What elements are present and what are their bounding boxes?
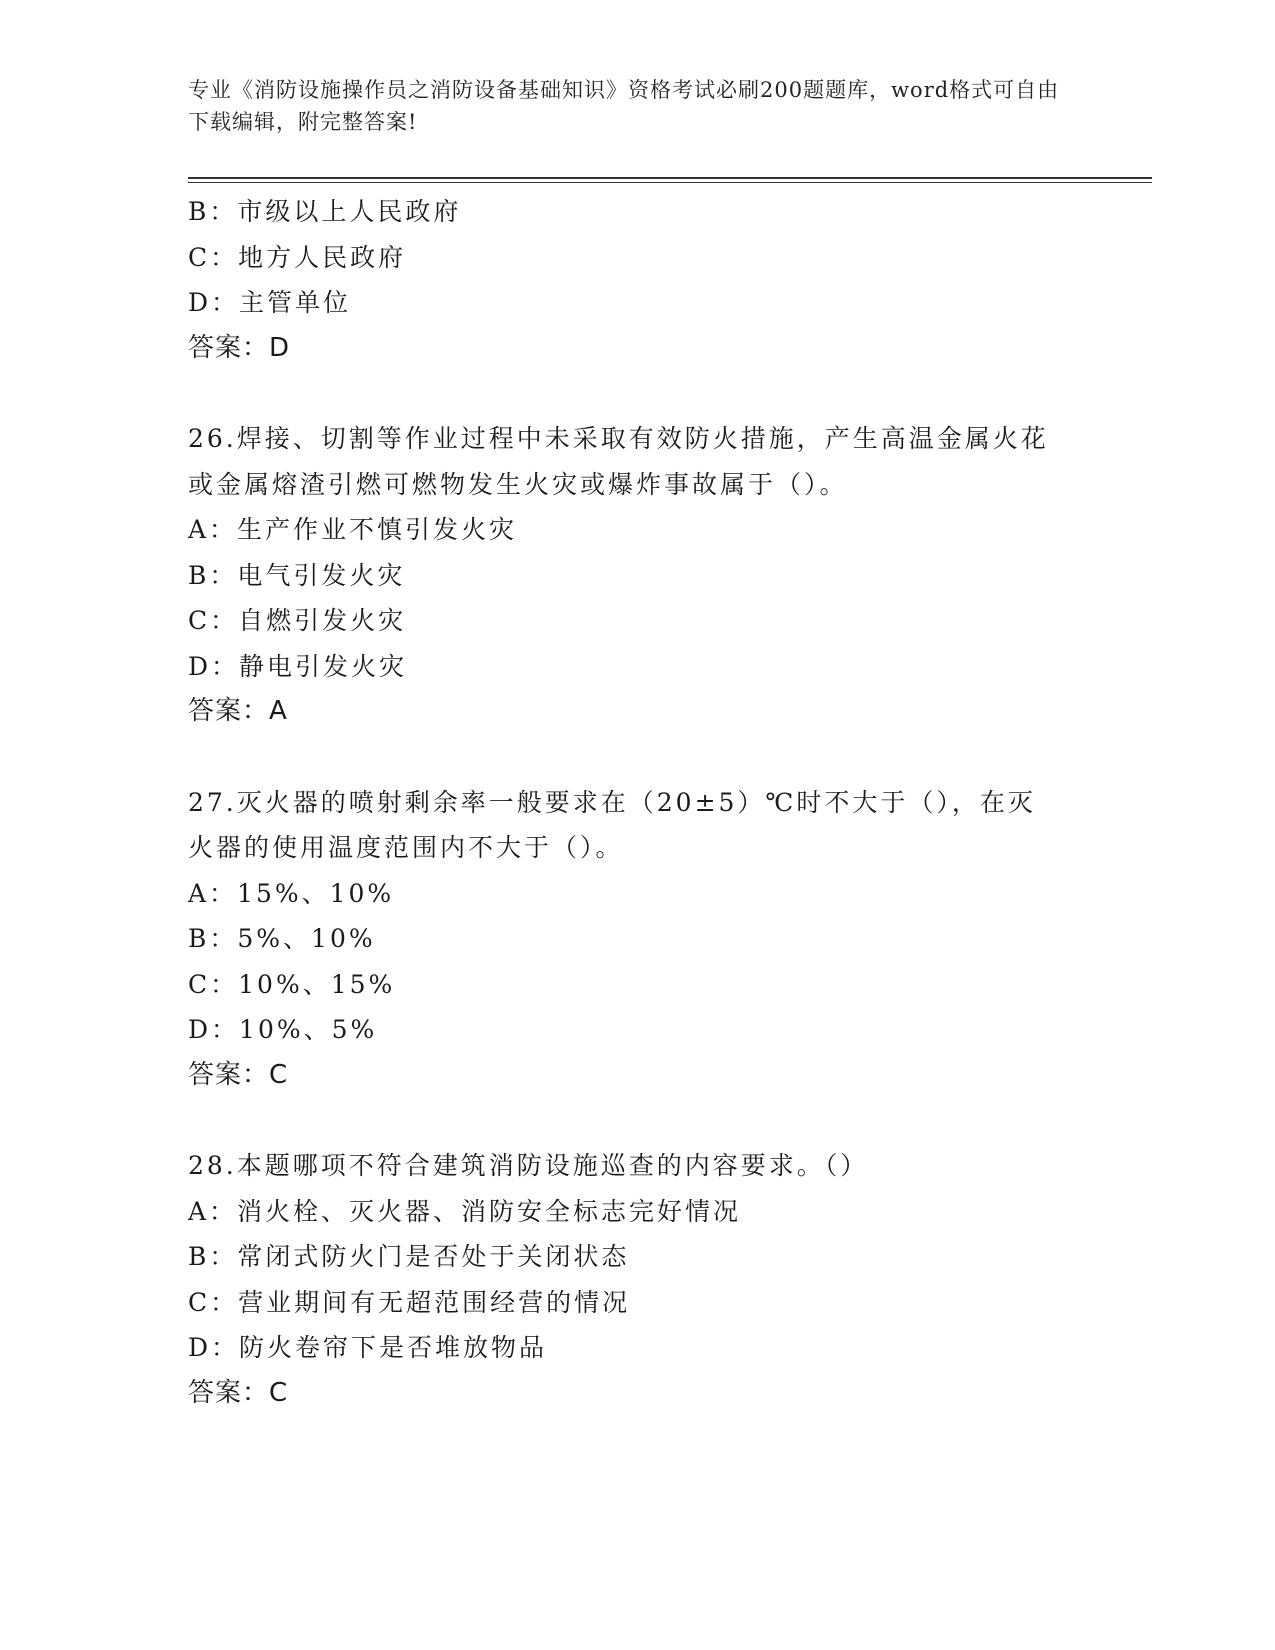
prev-question-continuation bbox=[188, 189, 1088, 371]
document-body bbox=[188, 189, 1088, 1416]
answer-line: 答案：C bbox=[188, 1377, 289, 1408]
option-d: D：防火卷帘下是否堆放物品 bbox=[188, 1333, 548, 1362]
document-header: 专业《消防设施操作员之消防设备基础知识》资格考试必刷200题题库，word格式可自由下载编辑，附完整答案! bbox=[188, 78, 1060, 134]
option-c: C：自燃引发火灾 bbox=[188, 606, 407, 635]
answer-line: 答案：D bbox=[188, 332, 291, 363]
answer-line: 答案：A bbox=[188, 696, 288, 726]
option-b: B：市级以上人民政府 bbox=[188, 197, 462, 226]
question-27 bbox=[188, 780, 1088, 1099]
option-c: C：10%、15% bbox=[188, 969, 396, 999]
option-d: D：10%、5% bbox=[188, 1015, 378, 1044]
question-stem-line-1: 28.本题哪项不符合建筑消防设施巡查的内容要求。（） bbox=[188, 1151, 869, 1180]
option-b: B：电气引发火灾 bbox=[188, 560, 406, 590]
header-divider-thick bbox=[188, 177, 1152, 179]
option-c: C：地方人民政府 bbox=[188, 242, 407, 272]
question-stem-line-1: 27.灭火器的喷射剩余率一般要求在（20±5）℃时不大于（），在灭 bbox=[188, 787, 1036, 817]
question-stem-line-1: 26.焊接、切割等作业过程中未采取有效防火措施，产生高温金属火花 bbox=[188, 424, 1049, 453]
question-stem-line-2: 或金属熔渣引燃可燃物发生火灾或爆炸事故属于（）。 bbox=[188, 469, 848, 499]
option-a: A：生产作业不慎引发火灾 bbox=[188, 515, 518, 544]
question-stem-line-2: 火器的使用温度范围内不大于（）。 bbox=[188, 833, 624, 862]
answer-line: 答案：C bbox=[188, 1059, 289, 1090]
header-divider-thin bbox=[188, 182, 1152, 183]
option-c: C：营业期间有无超范围经营的情况 bbox=[188, 1287, 631, 1317]
option-a: A：15%、10% bbox=[188, 878, 395, 908]
option-b: B：5%、10% bbox=[188, 924, 376, 953]
option-d: D：主管单位 bbox=[188, 288, 352, 317]
option-a: A：消火栓、灭火器、消防安全标志完好情况 bbox=[188, 1196, 742, 1226]
question-26 bbox=[188, 416, 1088, 735]
question-28 bbox=[188, 1143, 1088, 1416]
option-d: D：静电引发火灾 bbox=[188, 651, 408, 681]
option-b: B：常闭式防火门是否处于关闭状态 bbox=[188, 1242, 630, 1271]
